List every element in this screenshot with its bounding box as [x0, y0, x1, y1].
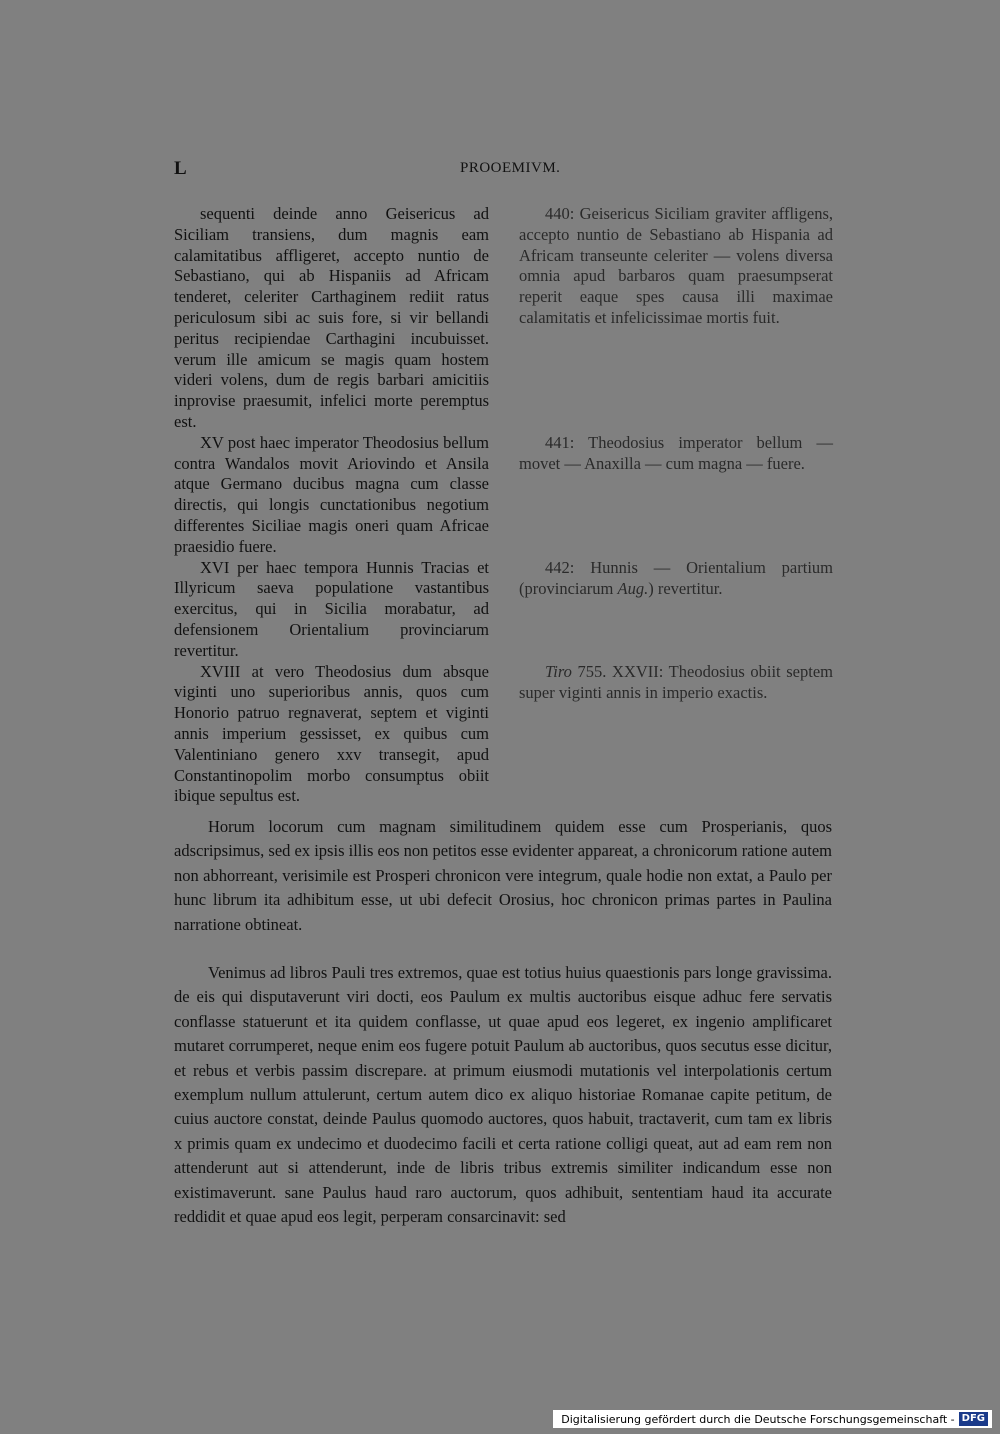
left-paragraph-3: XVI per haec tempora Hunnis Tracias et Illyricum saeva populatione vastantibus exercitus, qui in Sicilia morabatur, ad defensionem Orientalium provinciarum revertitur. [174, 557, 489, 660]
side-note-442-abbrev: Aug. [617, 578, 649, 598]
running-title: PROOEMIVM. [460, 160, 561, 176]
footer-text: Digitalisierung gefördert durch die Deutsche Forschungsgemeinschaft - [561, 1412, 955, 1426]
side-note-442-text: 442: Hunnis — Orientalium partium (provinciarum [519, 558, 833, 598]
page-number: L [174, 158, 187, 179]
side-note-440: 440: Geisericus Siciliam graviter affligens, accepto nuntio de Sebastiano ab Hispania ad Africam transeunte celeriter — volens diversa omnia apud barbaros quam praesumpserat reperit eaque spes causa illi maximae calamitatis et infelicissimae mortis fuit. [519, 204, 833, 327]
side-note-755-text: 755. XXVII: Theodosius obiit septem super viginti annis in imperio exactis. [519, 662, 833, 702]
footer-banner[interactable] [553, 1410, 992, 1428]
left-paragraph-1: sequenti deinde anno Geisericus ad Siciliam transiens, dum magnis eam calamitatibus affligeret, accepto nuntio de Sebastiano, qui ab Hispaniis ad Africam tenderet, celeriter Carthaginem rediit ratus periculosum sibi ac suis fore, si vir bellandi peritus recipiendae Carthagini incubuisset. verum ille amicum se magis quam hostem videri volens, dum de regis barbari amicitiis inprovise praesumit, infelici morte peremptus est. [174, 204, 489, 431]
body-paragraph-1: Horum locorum cum magnam similitudinem quidem esse cum Prosperianis, quos adscripsimus, sed ex ipsis illis eos non petitos esse evidenter appareat, a chronicorum ratione autem non abhorreant, verisimile est Prosperi chronicon vere integrum, quale hodie non extat, a Paulo per hunc librum ita adhibitum esse, ut ubi defecit Orosius, hoc chronicon primas partes in Paulina narratione obtineat. [174, 817, 832, 934]
left-paragraph-4: XVIII at vero Theodosius dum absque viginti uno superioribus annis, quos cum Honorio patruo regnaverat, septem et viginti annis imperium gessisset, ex quibus cum Valentiniano genero xxv transegit, apud Constantinopolim morbo consumptus obiit ibique sepultus est. [174, 661, 489, 806]
dfg-logo-icon: DFG [959, 1412, 988, 1426]
side-note-442 [519, 558, 833, 600]
body-paragraph-2: Venimus ad libros Pauli tres extremos, quae est totius huius quaestionis pars longe gravissima. de eis qui disputaverunt viri docti, eos Paulum ex multis auctoribus eisque adhuc fere servatis conflasse statuerunt et ita quidem conflasse, ut quae apud eos legeret, ex ingenio amplificaret mutaret corrumperet, neque enim eos fugere potuit Paulum ab auctoribus, quos secutus esse dicitur, et rebus et verbis passim discrepare. at primum eiusmodi mutationis vel interpolationis certum exemplum nullum attulerunt, certum autem dico ex aliquo historiae Romanae capite petitum, de cuius auctore constat, deinde Paulus quomodo auctores, quos habuit, tractaverit, cum tam ex libris x primis quam ex undecimo et duodecimo facili et certa ratione colligi queat, aut ad eam rem non attenderunt aut si attenderunt, inde de libris tribus extremis similiter indicandum esse non existimaverunt. sane Paulus haud raro auctorum, quos adhibuit, sententiam haud ita accurate reddidit et quae apud eos legit, perperam consarcinavit: sed [174, 963, 832, 1227]
side-note-441: 441: Theodosius imperator bellum — movet — Anaxilla — cum magna — fuere. [519, 433, 833, 473]
side-note-442-end: ) revertitur. [648, 578, 723, 598]
side-note-755-source: Tiro [545, 662, 572, 681]
left-paragraph-2: XV post haec imperator Theodosius bellum contra Wandalos movit Ariovindo et Ansila atque Germano ducibus magna cum classe directis, qui longis cunctationibus negotium differentes Siciliae magis oneri quam Africae praesidio fuere. [174, 432, 489, 556]
left-column [174, 204, 489, 807]
side-note-755 [519, 662, 833, 704]
